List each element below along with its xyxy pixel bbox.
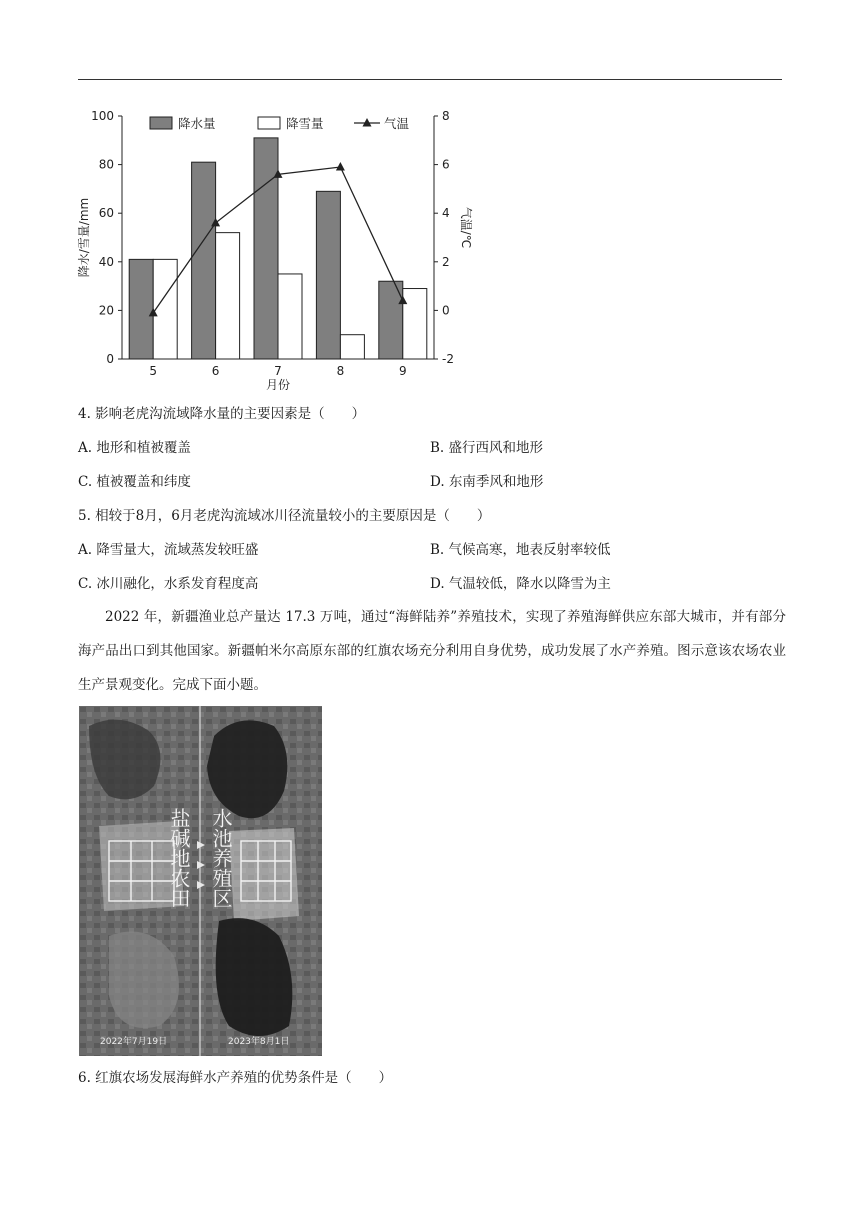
y-tick-label: 20: [98, 303, 114, 318]
q5-option-d: D. 气温较低，降水以降雪为主: [430, 576, 611, 592]
q5-stem: 5. 相较于8月，6月老虎沟流域冰川径流量较小的主要原因是（ ）: [78, 508, 491, 524]
bar-precipitation: [192, 162, 216, 359]
legend-label-snowfall: 降雪量: [286, 116, 324, 131]
q4-option-d: D. 东南季风和地形: [430, 474, 544, 490]
x-tick-label: 7: [274, 364, 282, 378]
photo-right-label: 水池养殖区: [209, 808, 233, 908]
y2-axis-label: 气温/℃: [459, 206, 473, 249]
bar-precipitation: [129, 259, 153, 359]
legend-label-precipitation: 降水量: [178, 116, 216, 131]
y2-tick-label: 4: [442, 206, 450, 221]
bar-snowfall: [278, 274, 302, 359]
q5-option-c: C. 冰川融化，水系发育程度高: [78, 576, 259, 592]
header-rule: [78, 79, 782, 80]
bar-snowfall: [340, 335, 364, 359]
satellite-photo: [79, 706, 322, 1056]
legend-swatch-snowfall: [258, 117, 280, 129]
y2-tick-label: 6: [442, 157, 450, 172]
legend-label-temperature: 气温: [384, 116, 410, 131]
y2-tick-label: 0: [442, 303, 450, 318]
y-tick-label: 0: [106, 352, 114, 366]
q5-option-a: A. 降雪量大，流域蒸发较旺盛: [78, 542, 259, 558]
photo-left-label: 盐碱地农田: [167, 808, 191, 908]
y-axis-label: 降水/雪量/mm: [77, 197, 91, 278]
q4-option-c: C. 植被覆盖和纬度: [78, 474, 191, 490]
bar-snowfall: [403, 289, 427, 359]
temperature-point: [336, 162, 345, 171]
x-tick-label: 6: [211, 364, 220, 378]
legend-marker-temperature: [363, 118, 372, 127]
q4-stem: 4. 影响老虎沟流域降水量的主要因素是（ ）: [78, 406, 366, 422]
climate-chart: [70, 100, 473, 395]
photo-left-date: 2022年7月19日: [100, 1037, 168, 1047]
bar-precipitation: [316, 191, 340, 359]
x-tick-label: 8: [336, 364, 345, 378]
q6-stem: 6. 红旗农场发展海鲜水产养殖的优势条件是（ ）: [78, 1070, 393, 1086]
y-tick-label: 80: [98, 157, 114, 172]
y-tick-label: 40: [98, 254, 114, 269]
y2-tick-label: 8: [442, 109, 450, 123]
y2-tick-label: 2: [442, 254, 450, 269]
q4-option-b: B. 盛行西风和地形: [430, 440, 544, 456]
photo-right-date: 2023年8月1日: [228, 1037, 290, 1047]
passage: 2022 年，新疆渔业总产量达 17.3 万吨，通过“海鲜陆养”养殖技术，实现了养殖海鲜供应东部大城市，并有部分海产品出口到其他国家。新疆帕米尔高原东部的红旗农场充分利用自身优势，成功发展了水产养殖。图示意该农场农业生产景观变化。完成下面小题。: [78, 609, 786, 693]
bar-snowfall: [216, 233, 240, 359]
bar-snowfall: [153, 259, 177, 359]
bar-precipitation: [254, 138, 278, 359]
legend-swatch-precipitation: [150, 117, 172, 129]
x-tick-label: 5: [149, 364, 158, 378]
y-tick-label: 60: [98, 206, 114, 221]
y-tick-label: 100: [91, 109, 114, 123]
q4-option-a: A. 地形和植被覆盖: [78, 440, 191, 456]
q5-option-b: B. 气候高寒，地表反射率较低: [430, 542, 611, 558]
x-tick-label: 9: [398, 364, 407, 378]
x-axis-label: 月份: [265, 378, 291, 392]
y2-tick-label: -2: [442, 352, 454, 366]
